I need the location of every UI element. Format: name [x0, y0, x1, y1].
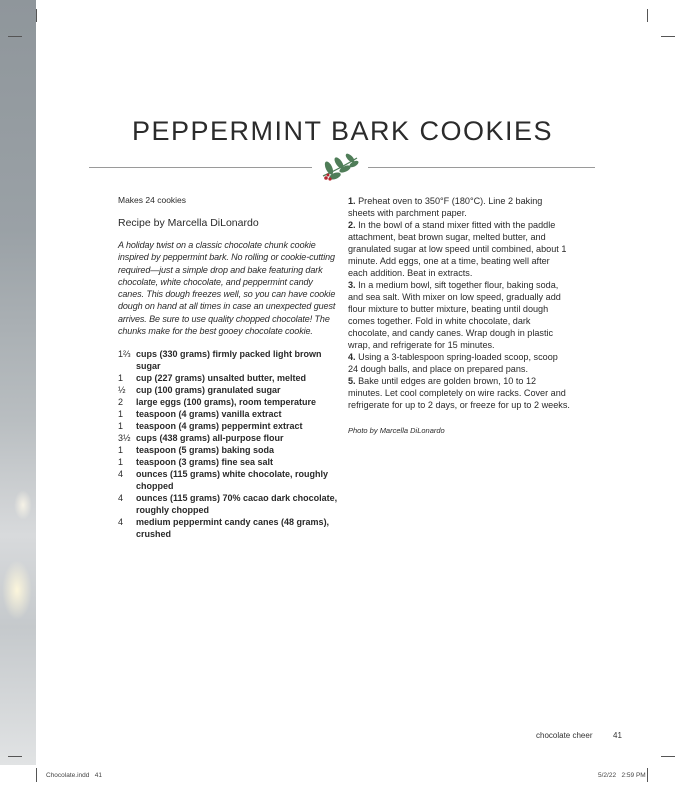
ingredient-row: [118, 492, 338, 516]
step-text: Bake until edges are golden brown, 10 to 12 minutes. Let cool completely on wire racks. Cover and refrigerate for up to 2 days, or freeze for up to 2 weeks.: [348, 376, 570, 410]
ingredient-description: cup (100 grams) granulated sugar: [136, 385, 281, 396]
ingredient-row: [118, 468, 338, 492]
step-number: 2.: [348, 220, 356, 230]
right-column: [348, 195, 570, 435]
light-bokeh: [14, 490, 32, 520]
ingredient-row: [118, 408, 338, 420]
ingredient-description: cup (227 grams) unsalted butter, melted: [136, 373, 307, 384]
ingredient-description: large eggs (100 grams), room temperature: [136, 397, 317, 408]
step-number: 3.: [348, 280, 356, 290]
crop-mark: [647, 768, 648, 782]
ingredient-row: [118, 348, 338, 372]
ingredient-quantity: 4: [118, 517, 124, 528]
recipe-byline: Recipe by Marcella DiLonardo: [118, 217, 259, 229]
ingredient-quantity: 1⅔: [118, 349, 131, 360]
step-text: In a medium bowl, sift together flour, baking soda, and sea salt. With mixer on low speed, gradually add flour mixture to butter mixture, beating until dough comes together. Fold in white chocolate, dark chocolate, and candy canes. Wrap dough in plastic wrap, and refrigerate for 15 minutes.: [348, 280, 561, 350]
ingredient-row: [118, 396, 338, 408]
ingredient-quantity: 4: [118, 469, 124, 480]
ingredient-row: [118, 384, 338, 396]
title-rule-right: [368, 167, 595, 168]
ingredient-quantity: 1: [118, 457, 124, 468]
ingredient-quantity: ½: [118, 385, 126, 396]
step-text: In the bowl of a stand mixer fitted with the paddle attachment, beat brown sugar, melted butter, and granulated sugar at low speed until combined, about 1 minute. Add eggs, one at a time, beating well after each addition. Beat in extracts.: [348, 220, 567, 278]
ingredient-row: [118, 372, 338, 384]
step-number: 1.: [348, 196, 356, 206]
ingredient-row: [118, 516, 338, 540]
crop-mark: [36, 9, 37, 22]
crop-mark: [661, 36, 675, 37]
ingredient-quantity: 4: [118, 493, 124, 504]
ingredient-row: [118, 432, 338, 444]
page-number: 41: [613, 731, 622, 740]
ingredient-description: ounces (115 grams) white chocolate, roughly chopped: [136, 469, 329, 492]
bleed-photo-strip: [0, 0, 36, 765]
footer-section-name: chocolate cheer: [536, 731, 593, 740]
ingredient-description: teaspoon (5 grams) baking soda: [136, 445, 275, 456]
recipe-title: PEPPERMINT BARK COOKIES: [131, 116, 554, 146]
crop-mark: [36, 768, 37, 782]
ingredient-quantity: 1: [118, 421, 124, 432]
crop-mark: [8, 36, 22, 37]
ingredient-quantity: 2: [118, 397, 124, 408]
step-text: Using a 3-tablespoon spring-loaded scoop, scoop 24 dough balls, and place on prepared pans.: [348, 352, 558, 374]
ingredient-quantity: 1: [118, 409, 124, 420]
step-text: Preheat oven to 350°F (180°C). Line 2 baking sheets with parchment paper.: [348, 196, 543, 218]
step-number: 5.: [348, 376, 356, 386]
ingredient-row: [118, 444, 338, 456]
ingredient-list: [118, 348, 338, 540]
ingredient-description: cups (330 grams) firmly packed light brown sugar: [136, 349, 322, 372]
ingredient-quantity: 3½: [118, 433, 131, 444]
recipe-yield: Makes 24 cookies: [118, 195, 187, 205]
photo-credit: Photo by Marcella DiLonardo: [348, 426, 445, 435]
recipe-intro: A holiday twist on a classic chocolate chunk cookie inspired by peppermint bark. No rolling or cookie-cutting required—just a simple drop and bake featuring dark chocolate, white chocolate, and peppermint candy canes. This dough freezes well, so you can have cookie dough on hand at all times in case an unexpected guest arrives. Be sure to use quality chopped chocolate! The chunks make for the best gooey chocolate cookie.: [118, 240, 336, 337]
crop-mark: [8, 756, 22, 757]
ingredient-row: [118, 420, 338, 432]
ingredient-description: ounces (115 grams) 70% cacao dark chocolate, roughly chopped: [136, 493, 338, 516]
ingredient-description: teaspoon (3 grams) fine sea salt: [136, 457, 274, 468]
ingredient-description: cups (438 grams) all-purpose flour: [136, 433, 284, 444]
title-rule-left: [89, 167, 312, 168]
ingredient-quantity: 1: [118, 373, 124, 384]
ingredient-quantity: 1: [118, 445, 124, 456]
crop-mark: [661, 756, 675, 757]
crop-mark: [647, 9, 648, 22]
light-bokeh: [2, 560, 32, 620]
method-steps: [348, 195, 570, 411]
slug-timestamp: 5/2/22 2:59 PM: [598, 772, 646, 779]
holly-sprig-icon: [317, 152, 363, 182]
ingredient-description: teaspoon (4 grams) peppermint extract: [136, 421, 303, 432]
ingredient-row: [118, 456, 338, 468]
ingredient-description: medium peppermint candy canes (48 grams), crushed: [136, 517, 330, 540]
step-number: 4.: [348, 352, 356, 362]
ingredient-description: teaspoon (4 grams) vanilla extract: [136, 409, 282, 420]
slug-filename: Chocolate.indd 41: [46, 772, 103, 779]
left-column: [118, 195, 338, 540]
